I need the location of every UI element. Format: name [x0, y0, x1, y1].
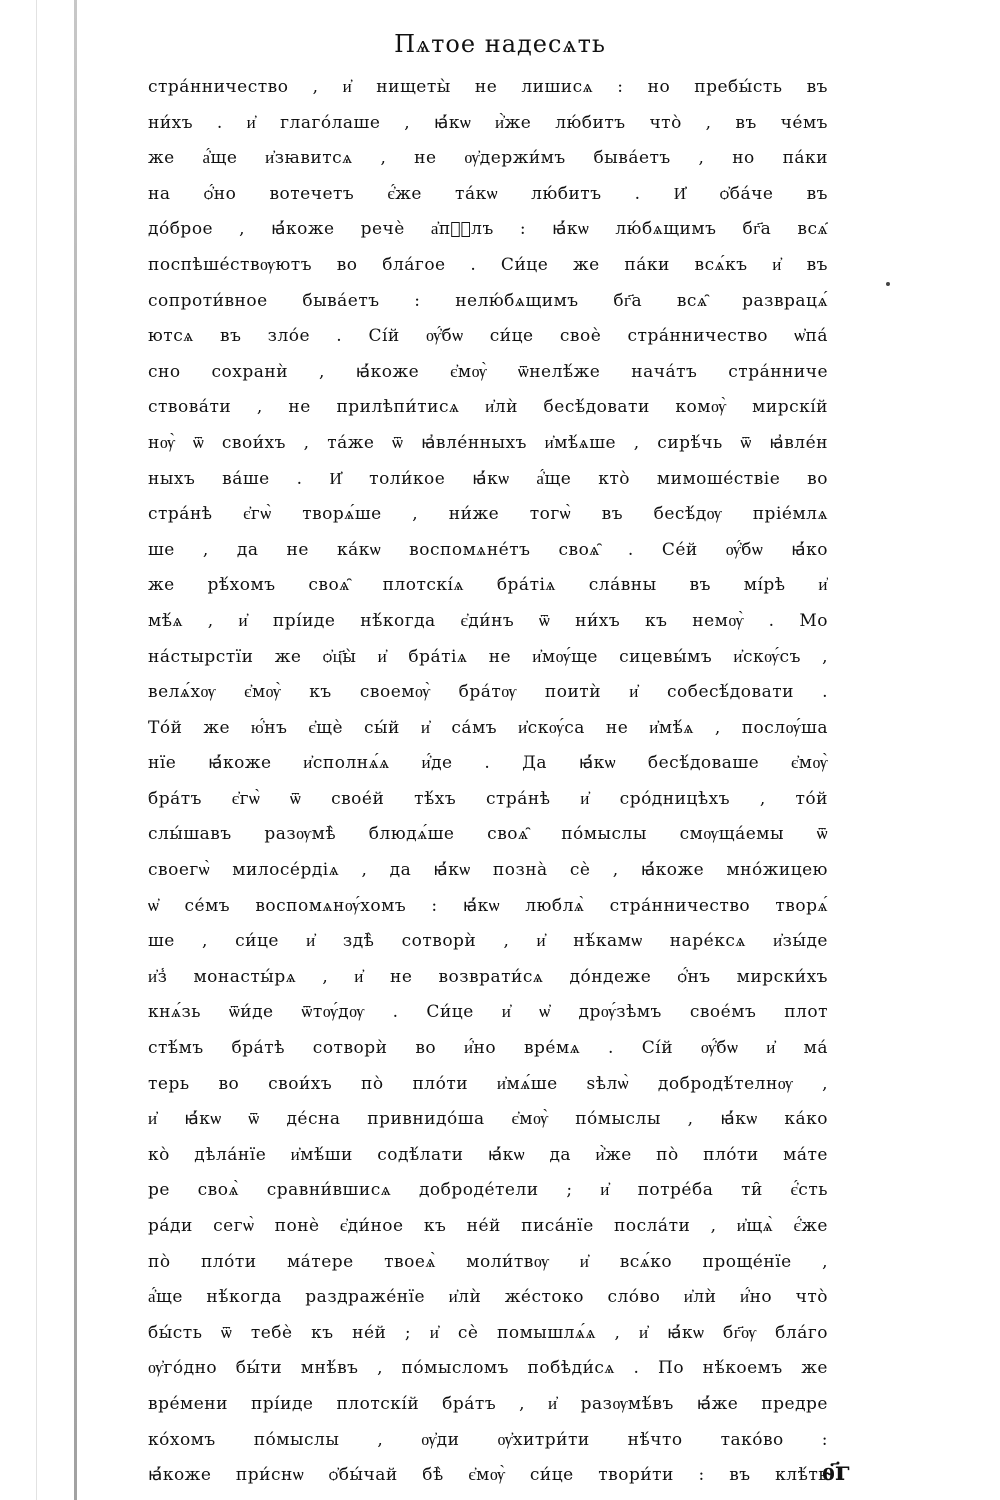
text-line: ко̀ дѣла́нїе и҆мѣ́ши содѣ́лати ꙗ҆́кѡ да и҆̀же по̀ пло́ти ма́те: [148, 1144, 828, 1165]
text-line: мѣ́ѧ , и҆ прі́иде нѣ́когда є҆ди́нъ ѿ ни́хъ къ немѹ̀ . Мо: [148, 610, 828, 631]
text-line: своегѡ̀ милосе́рдіѧ , да ꙗ҆́кѡ позна̀ сѐ , ꙗ҆́коже мно́жицею: [148, 860, 828, 881]
text-line: ствова́ти , не прилѣпи́тисѧ и҆лѝ бесѣ́довати комѹ̀ мирскі́й: [148, 397, 828, 418]
text-line: бра́тъ є҆гѡ̀ ѿ свое́й тѣ́хъ стра́нѣ и҆ сро́дницѣхъ , то́й: [148, 788, 828, 809]
text-line: кнѧ́зь ѿи́де ѿтѹ́дѹ . Си́це и҆ ѡ҆ дрѹ́зѣмъ свое́мъ плот: [148, 1002, 828, 1023]
text-line: ше , да не ка́кѡ воспомѧне́тъ своѧ̑ . Се́й ѹ҆́бѡ ꙗ҆́ко: [148, 539, 828, 560]
body-text: [148, 70, 828, 1486]
text-line: ѡ҆ се́мъ воспомѧнѹ́хомъ : ꙗ҆́кѡ люблѧ̀ стра́нничество творѧ́: [148, 895, 828, 916]
text-line: нїе ꙗ҆́коже и҆сполнѧ́ѧ и҆́де . Да ꙗ҆́кѡ бесѣ́доваше є҆мѹ̀: [148, 753, 828, 774]
text-line: терь во свои́хъ по̀ пло́ти и҆мѧ́ше ѕѣлѡ̀ добродѣ́телнѹ ,: [148, 1073, 828, 1094]
text-line: же а҆́ще и҆зꙗвитсѧ , не ѹ҆держи́мъ быва́етъ , но па́ки: [148, 148, 828, 169]
text-line: ни́хъ . и҆ глаго́лаше , ꙗ҆́кѡ и҆̀же лю́битъ что̀ , въ че́мъ: [148, 112, 828, 133]
text-line: ныхъ ва́ше . И҆ толи́кое ꙗ҆́кѡ а҆́ще кто̀ мимоше́ствіе во: [148, 468, 828, 489]
page-header: Пѧтое надесѧть: [394, 30, 606, 58]
margin-mark: [886, 282, 890, 286]
page-number: ѳ҃г: [822, 1457, 851, 1487]
text-line: вре́мени прі́иде плотскі́й бра́тъ , и҆ разѹмѣ́въ ꙗ҆́же предре: [148, 1393, 828, 1414]
text-line: поспѣше́ствѹютъ во бла́гое . Си́це же па́ки всѧ́къ и҆ въ: [148, 254, 828, 275]
text-line: ше , си́це и҆ здѣ̀ сотворѝ , и҆ нѣ́камѡ наре́ксѧ и҆зы́де: [148, 931, 828, 952]
text-line: а҆́ще нѣ́когда раздраже́нїе и҆лѝ же́стоко сло́во и҆лѝ и҆́но что̀: [148, 1287, 828, 1308]
text-line: нѹ̀ ѿ свои́хъ , та́же ѿ ꙗ҆вле́нныхъ и҆мѣ́ѧше , сирѣ́чь ѿ ꙗ҆вле́н: [148, 432, 828, 453]
text-line: и҆з̾ монасты́рѧ , и҆ не возврати́сѧ до́ндеже ѻ҆́нъ мирски́хъ: [148, 966, 828, 987]
text-line: же рѣ́хомъ своѧ̑ плотскі́ѧ бра́тіѧ сла́вны въ мі́рѣ и҆: [148, 575, 828, 596]
text-line: бы́сть ѿ тебѐ къ не́й ; и҆ сѐ помышлѧ́ѧ , и҆ ꙗ҆́кѡ бг҃ѹ бла́го: [148, 1322, 828, 1343]
text-line: на́стырстїи же ѻ҆ц҃ы̀ и҆ бра́тіѧ не и҆мѹ́ще сицевы́мъ и҆скѹ́съ ,: [148, 646, 828, 667]
text-line: ре своѧ̀ сравни́вшисѧ доброде́тели ; и҆ потре́ба ти̑ є҆́сть: [148, 1180, 828, 1201]
text-line: ѹ҆го́дно бы́ти мнѣ́въ , по́мысломъ побѣди́сѧ . По нѣ́коемъ же: [148, 1358, 828, 1379]
text-line: слы́шавъ разѹмѣ̀ блюдѧ́ше своѧ̑ по́мыслы смѹща́емы ѿ: [148, 824, 828, 845]
text-line: ко́хомъ по́мыслы , ѹ҆ди ѹ҆хитри́ти нѣ́что тако́во :: [148, 1429, 828, 1450]
page-binding-edge: [74, 0, 77, 1500]
text-line: стѣ́мъ бра́тѣ сотворѝ во и҆́но вре́мѧ . Сі́й ѹ҆́бѡ и҆ ма́: [148, 1038, 828, 1059]
text-line: То́й же ю҆́нъ є҆щѐ сы́й и҆ са́мъ и҆скѹ́са не и҆мѣ́ѧ , послѹ́ша: [148, 717, 828, 738]
text-line: и҆ ꙗ҆́кѡ ѿ де́сна привнидо́ша є҆мѹ̀ по́мыслы , ꙗ҆́кѡ ка́ко: [148, 1109, 828, 1130]
text-line: ра́ди сегѡ̀ понѐ є҆ди́ное къ не́й писа́нїе посла́ти , и҆щѧ̀ є҆́же: [148, 1216, 828, 1236]
text-line: сно сохранѝ , ꙗ҆́коже є҆мѹ̀ ѿнелѣ́же нача́тъ стра́нниче: [148, 361, 828, 382]
text-line: ꙗ҆́коже при́снѡ ѻ҆бы́чай бѣ̀ є҆мѹ̀ си́це твори́ти : въ клѣ́ть: [148, 1465, 828, 1486]
scan-margin-line: [36, 0, 37, 1500]
text-line: велѧ́хѹ є҆мѹ̀ къ своемѹ̀ бра́тѹ поитѝ и҆ собесѣ́довати .: [148, 682, 828, 703]
text-line: стра́нничество , и҆ нищеты̀ не лишисѧ : но пребы́сть въ: [148, 77, 828, 97]
text-line: стра́нѣ є҆гѡ̀ творѧ́ше , ни́же тогѡ̀ въ бесѣ́дѹ пріе́млѧ: [148, 504, 828, 525]
text-line: на ѻ҆́но вотечетъ є҆́же та́кѡ лю́битъ . И҆ ѻ҆ба́че въ: [148, 183, 828, 204]
text-line: по̀ пло́ти ма́тере твоеѧ̀ моли́твѹ и҆ всѧ́ко проще́нїе ,: [148, 1251, 828, 1272]
text-line: сопроти́вное быва́етъ : нелю́бѧщимъ бг҃а всѧ̑ разврацѧ́: [148, 290, 828, 311]
text-line: ютсѧ въ зло́е . Сі́й ѹ҆́бѡ си́це своѐ стра́нничество ѡ҆па́: [148, 326, 828, 347]
text-line: до́брое , ꙗ҆́коже речѐ а҆пⷭ҇лъ : ꙗ҆́кѡ лю́бѧщимъ бг҃а всѧ̑: [148, 219, 828, 240]
